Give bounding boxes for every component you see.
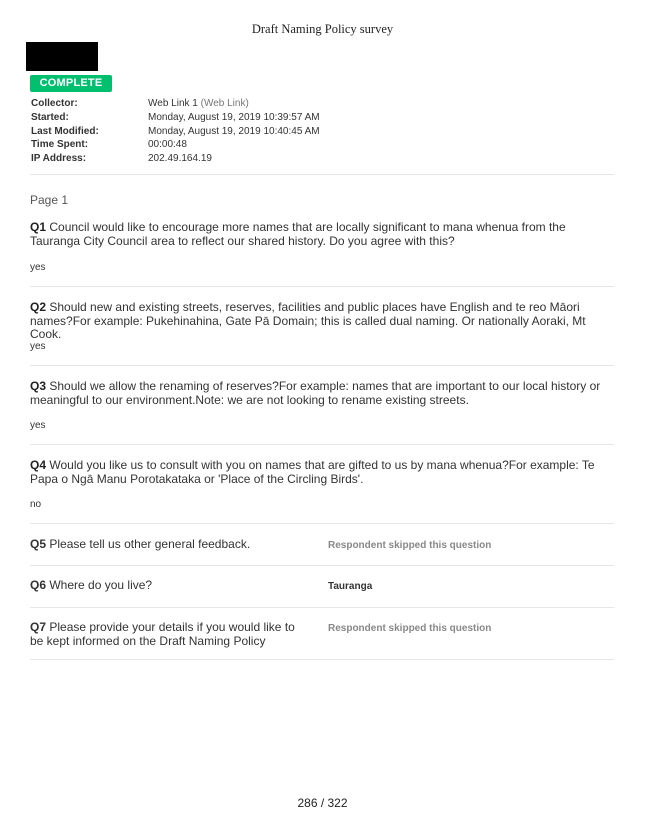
question-3	[30, 380, 614, 407]
question-4-number: Q4	[30, 458, 47, 472]
question-2-text: Should new and existing streets, reserves, facilities and public places have English and te reo Māori names?For example: Pukehinahina, Gate Pā Domain; this is called dual naming. Or nationally Aoraki, Mt Cook.	[30, 300, 586, 341]
question-1	[30, 221, 614, 248]
question-4-text: Would you like us to consult with you on names that are gifted to us by mana whenua?For example: Te Papa o Ngā Manu Porotakataka or 'Place of the Circling Birds'.	[30, 458, 595, 486]
last-modified-value: Monday, August 19, 2019 10:40:45 AM	[148, 125, 320, 137]
response-metadata	[31, 97, 320, 166]
answer-1: yes	[30, 262, 46, 273]
divider	[30, 659, 614, 660]
question-5	[30, 538, 310, 552]
question-5-text: Please tell us other general feedback.	[49, 537, 251, 551]
answer-5-skipped: Respondent skipped this question	[328, 540, 492, 551]
question-7-text: Please provide your details if you would like to be kept informed on the Draft Naming Policy	[30, 620, 295, 648]
meta-row-started	[31, 111, 320, 125]
question-6-text: Where do you live?	[49, 578, 153, 592]
meta-row-time-spent	[31, 138, 320, 152]
divider	[30, 444, 614, 445]
question-1-number: Q1	[30, 220, 47, 234]
collector-value: Web Link 1	[148, 98, 198, 109]
question-4	[30, 459, 614, 486]
page-number: 286 / 322	[297, 796, 348, 810]
meta-row-ip-address	[31, 152, 320, 166]
answer-7-skipped: Respondent skipped this question	[328, 623, 492, 634]
page-label: Page 1	[30, 193, 69, 207]
question-6-number: Q6	[30, 578, 47, 592]
meta-row-collector	[31, 97, 320, 111]
redacted-block	[26, 42, 98, 71]
divider	[30, 365, 614, 366]
ip-address-value: 202.49.164.19	[148, 153, 212, 165]
question-7	[30, 621, 310, 648]
divider	[30, 607, 614, 608]
started-label: Started:	[31, 111, 69, 123]
last-modified-label: Last Modified:	[31, 125, 99, 137]
question-2-number: Q2	[30, 300, 47, 314]
ip-address-label: IP Address:	[31, 153, 87, 165]
question-3-number: Q3	[30, 379, 47, 393]
divider	[30, 174, 614, 175]
collector-type: (Web Link)	[200, 98, 249, 109]
divider	[30, 523, 614, 524]
started-value: Monday, August 19, 2019 10:39:57 AM	[148, 111, 320, 123]
question-5-number: Q5	[30, 537, 47, 551]
divider	[30, 286, 614, 287]
collector-label: Collector:	[31, 98, 78, 109]
answer-4: no	[30, 499, 42, 510]
answer-3: yes	[30, 420, 46, 431]
meta-row-last-modified	[31, 125, 320, 139]
status-badge: COMPLETE	[30, 75, 112, 92]
question-7-number: Q7	[30, 620, 47, 634]
answer-2: yes	[30, 341, 46, 352]
question-1-text: Council would like to encourage more names that are locally significant to mana whenua from the Tauranga City Council area to reflect our shared history. Do you agree with this?	[30, 220, 566, 248]
time-spent-value: 00:00:48	[148, 139, 187, 151]
time-spent-label: Time Spent:	[31, 139, 89, 151]
answer-6: Tauranga	[328, 581, 373, 592]
question-3-text: Should we allow the renaming of reserves?For example: names that are important to our local history or meaningful to our environment.Note: we are not looking to rename existing streets.	[30, 379, 601, 407]
document-title: Draft Naming Policy survey	[251, 22, 394, 36]
divider	[30, 565, 614, 566]
question-2	[30, 301, 614, 342]
question-6	[30, 579, 310, 593]
